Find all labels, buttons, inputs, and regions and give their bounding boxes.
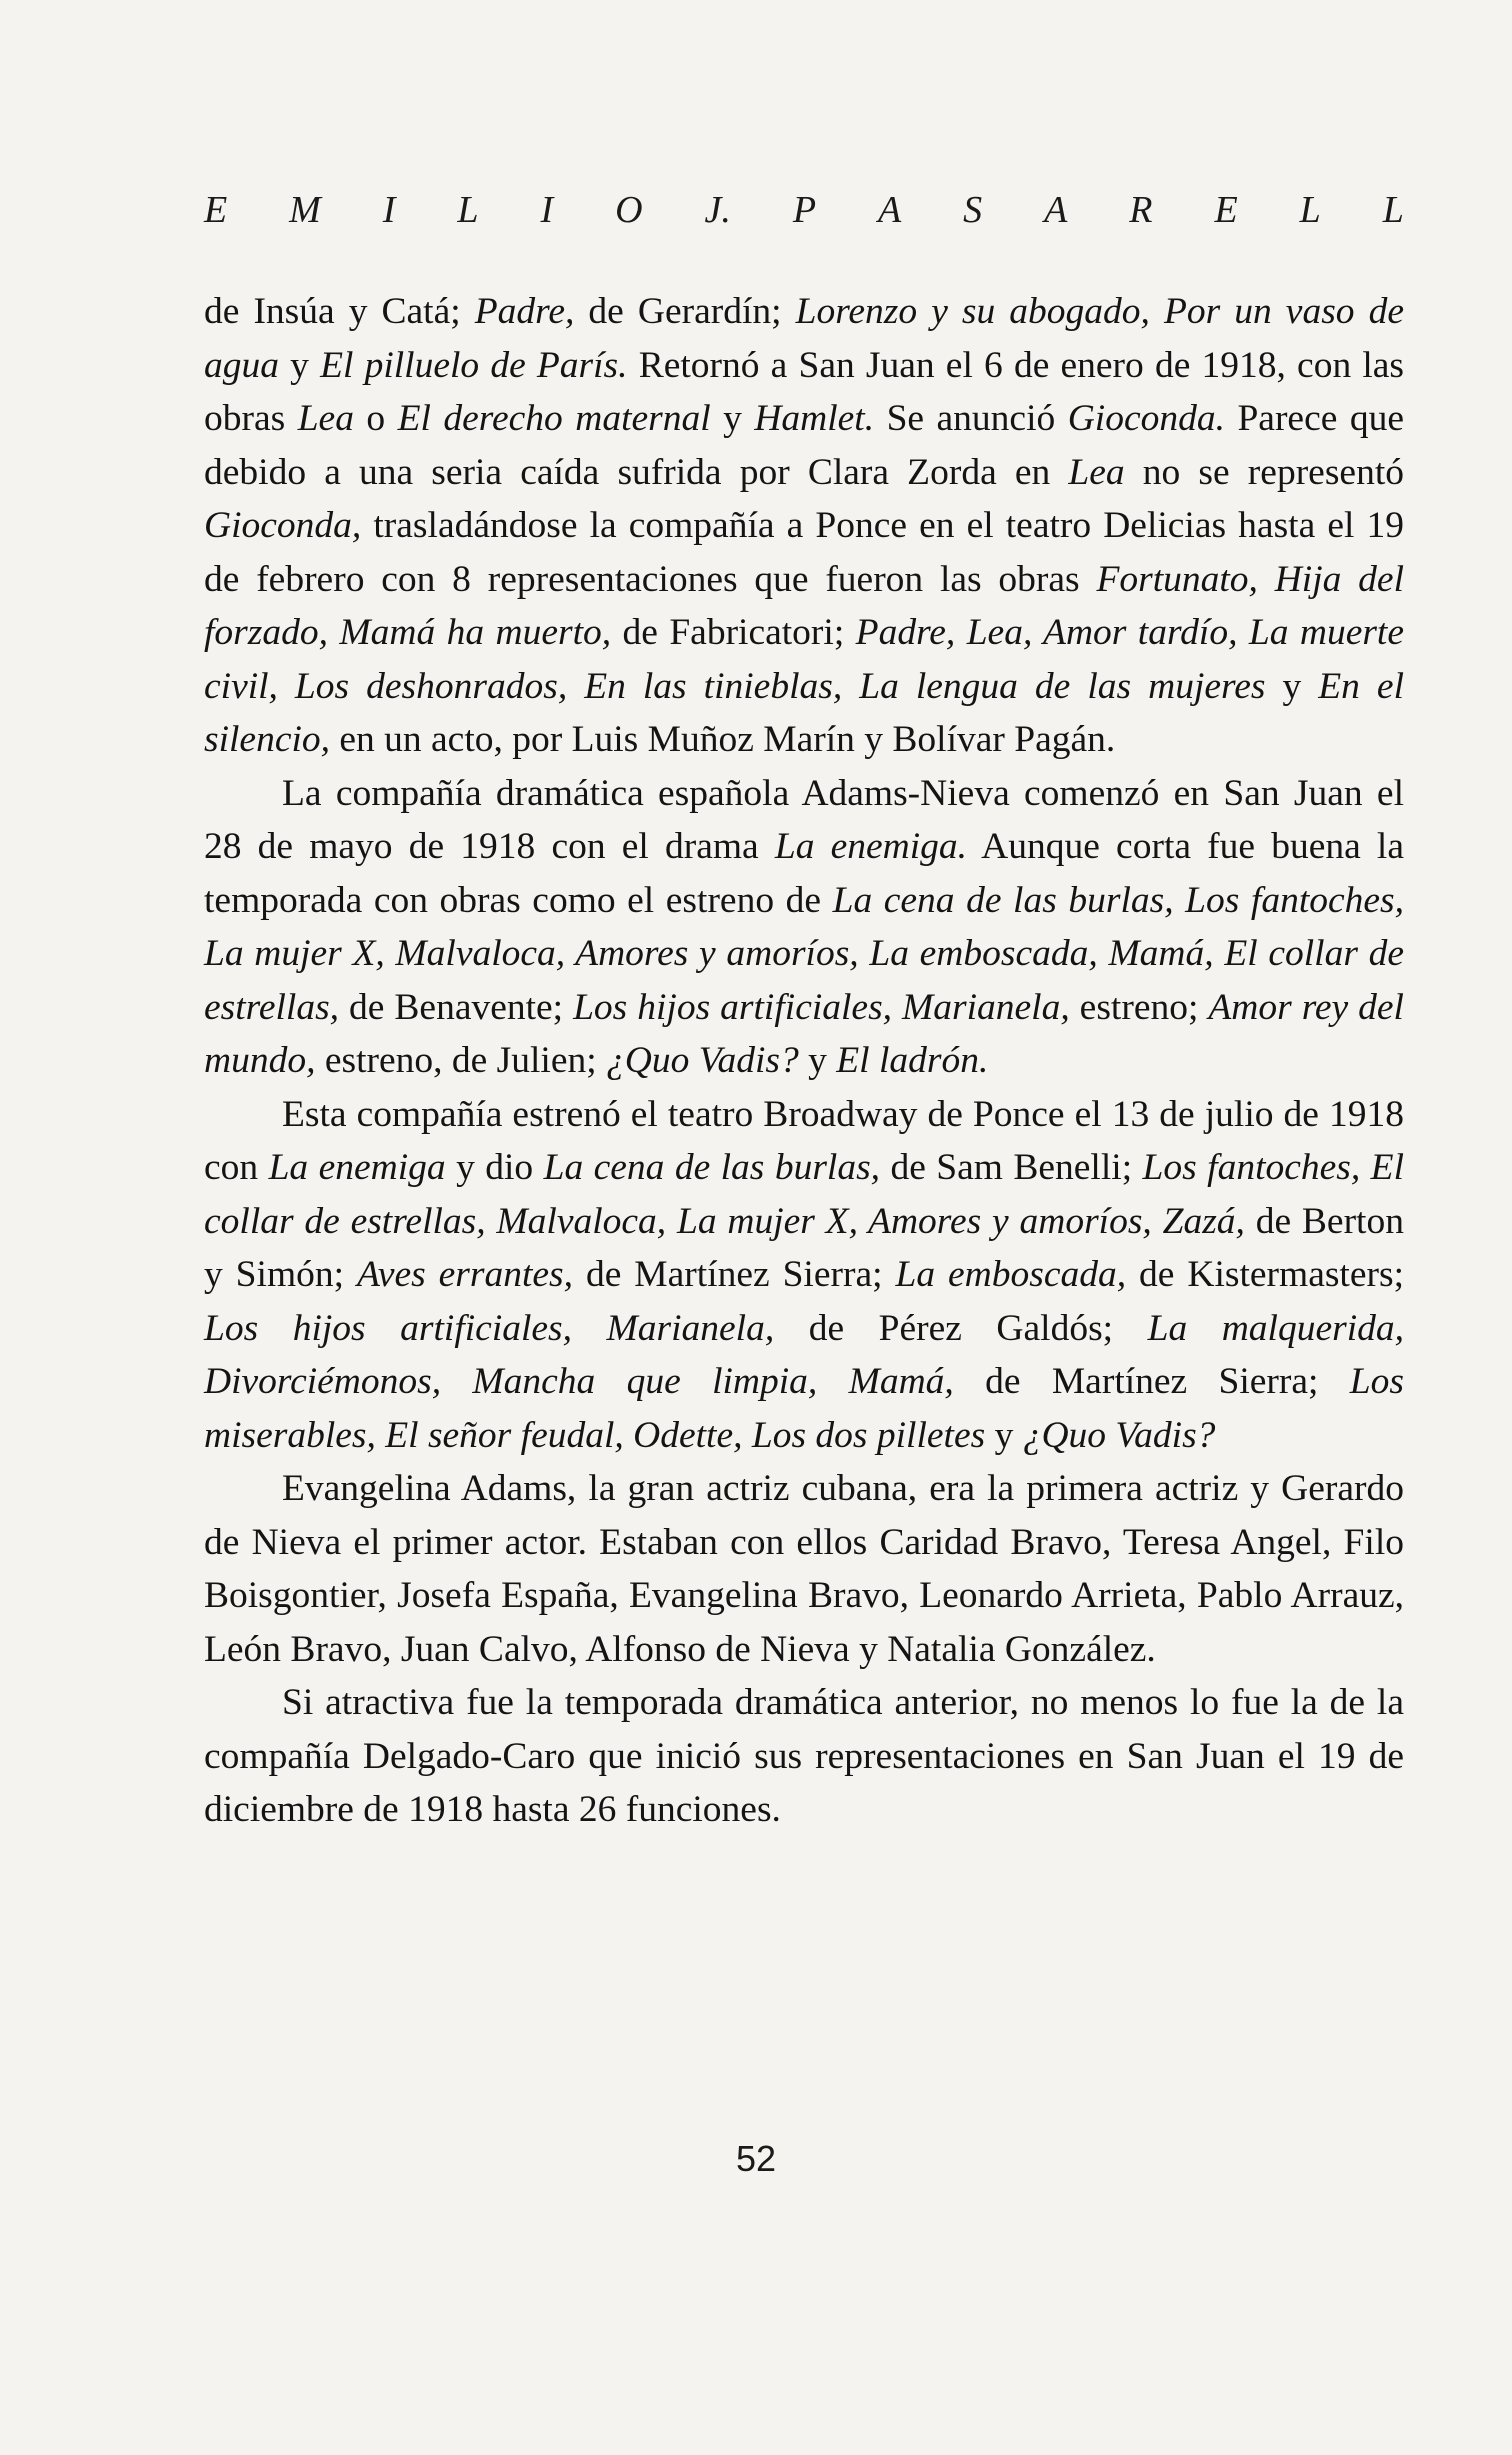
paragraph-text: Retornó a San Juan el 6 de enero de 1918, con las obras [204,344,1405,439]
work-title-text: La enemiga [268,1147,446,1188]
work-title-text: El derecho maternal [397,398,711,439]
paragraph-text: de Insúa y Catá; [204,291,475,332]
paragraph-text: de Pérez Galdós; [774,1307,1148,1349]
work-title-text: La emboscada, [895,1254,1127,1295]
paragraph [204,767,1404,1088]
paragraph-text: y [710,398,755,439]
running-head-letter: I [382,189,396,231]
running-head-letter: J. [704,189,731,231]
paragraph-text: de Fabricatori; [611,612,856,653]
work-title-text: Padre, [474,291,575,332]
work-title-text: La enemiga. [774,826,968,867]
running-head-letter: P [792,189,817,231]
running-head-letter: L [457,189,479,231]
running-head-letter: E [1214,189,1238,231]
paragraph-text: y dio [445,1147,544,1188]
running-head-letter: A [1044,189,1068,231]
paragraph-text: Se anunció [874,398,1068,439]
paragraph [204,285,1404,767]
paragraph-text: y [1265,665,1319,707]
work-title-text: Fortunato, Hija del forzado, Mamá ha muerto, [204,558,1404,653]
work-title-text: Aves errantes, [356,1254,574,1295]
paragraph-text: de Benavente; [339,986,574,1028]
running-head [204,188,1404,232]
running-head-letter: A [878,189,902,231]
work-title-text: ¿Quo Vadis? [606,1040,799,1081]
work-title-text: Hamlet. [754,398,875,439]
running-head-letter: L [1299,189,1321,231]
paragraph-text: de Martínez Sierra; [953,1361,1350,1402]
work-title-text: Los miserables, El señor feudal, Odette, Los dos pilletes [204,1361,1404,1456]
work-title-text: Lea [297,398,354,439]
work-title-text: En el silencio, [204,665,1404,760]
paragraph-text: Esta compañía estrenó el teatro Broadway de Ponce el 13 de julio de 1918 con [204,1093,1404,1188]
paragraph-text: de Berton y Simón; [204,1200,1404,1295]
paragraph [204,1088,1404,1463]
paragraph-text: estreno, de Julien; [315,1040,607,1081]
paragraph-text: y [798,1040,837,1081]
page-number: 52 [735,2138,777,2179]
work-title-text: La cena de las burlas, [543,1147,881,1188]
work-title-text: Amor rey del mundo, [204,986,1404,1081]
work-title-text: Lorenzo y su abogado, Por un vaso de agua [204,291,1404,386]
paragraph-text: no se representó [1124,451,1404,493]
paragraph-text: Parece que debido a una seria caída sufrida por Clara Zorda en [204,398,1404,493]
work-title-text: Gioconda, [204,505,362,546]
paragraph-text: y [985,1414,1023,1456]
paragraph-text: Aunque corta fue buena la temporada con obras como el estreno de [204,826,1404,921]
work-title-text: ¿Quo Vadis? [1022,1414,1216,1456]
work-title-text: Los hijos artificiales, Marianela, [204,1307,775,1349]
paragraph-text: y [279,344,321,386]
paragraph [204,1676,1404,1837]
paragraph-text: Evangelina Adams, la gran actriz cubana, era la primera actriz y Gerardo de Nieva el primer actor. Estaban con ellos Caridad Bravo, Teresa Angel, Filo Boisgontier, Josefa España, Evangelina Bravo, Leonardo Arrieta, Pablo Arrauz, León Bravo, Juan Calvo, Alfonso de Nieva y Natalia González. [204,1468,1404,1670]
running-head-letter: R [1129,189,1153,231]
paragraph-text: de Gerardín; [574,291,796,332]
running-head-letter: L [1382,189,1404,231]
running-head-letter: S [963,189,983,231]
paragraph-text: o [353,398,398,439]
paragraph-text: trasladándose la compañía a Ponce en el teatro Delicias hasta el 19 de febrero con 8 representaciones que fueron las obras [204,505,1404,600]
paragraph-text: de Sam Benelli; [880,1147,1143,1188]
paragraph-text: de Martínez Sierra; [573,1254,896,1295]
running-head-letter: E [204,189,228,231]
work-title-text: Gioconda. [1067,398,1225,439]
paragraph-text: en un acto, por Luis Muñoz Marín y Bolívar Pagán. [330,719,1116,760]
paragraph-text: de Kistermasters; [1126,1254,1404,1295]
paragraph-text: La compañía dramática española Adams-Nieva comenzó en San Juan el 28 de mayo de 1918 con el drama [204,772,1404,867]
work-title-text: Lea [1068,451,1125,493]
paragraph-text: Si atractiva fue la temporada dramática anterior, no menos lo fue la de la compañía Delgado-Caro que inició sus representaciones en San Juan el 19 de diciembre de 1918 hasta 26 funciones. [204,1682,1404,1830]
work-title-text: La cena de las burlas, Los fantoches, La mujer X, Malvaloca, Amores y amoríos, La emboscada, Mamá, El collar de estrellas, [204,879,1405,1028]
paragraph [204,1462,1404,1676]
work-title-text: El pilluelo de París. [320,344,628,386]
running-head-letter: O [615,189,643,231]
work-title-text: Los fantoches, El collar de estrellas, Malvaloca, La mujer X, Amores y amoríos, Zazá, [204,1147,1404,1242]
work-title-text: Padre, Lea, Amor tardío, La muerte civil, Los deshonrados, En las tinieblas, La lengua de las mujeres [204,612,1404,707]
work-title-text: La malquerida, Divorciémonos, Mancha que limpia, Mamá, [204,1307,1404,1402]
running-head-letter: M [289,189,321,231]
running-head-letter: I [540,189,554,231]
paragraph-text: estreno; [1069,986,1209,1028]
work-title-text: Los hijos artificiales, Marianela, [573,986,1070,1028]
body-text [204,285,1404,1837]
work-title-text: El ladrón. [836,1040,989,1081]
